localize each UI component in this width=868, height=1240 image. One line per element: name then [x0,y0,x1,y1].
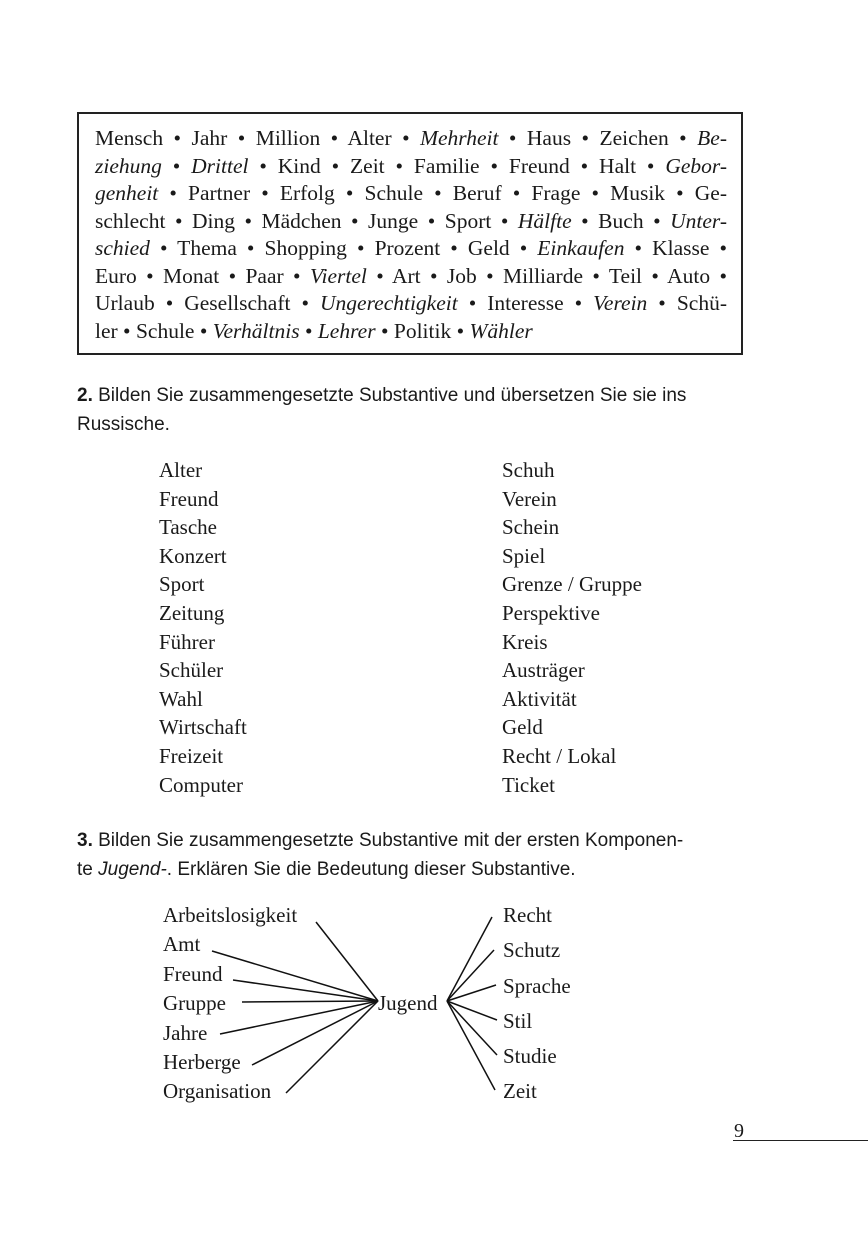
task-2-right-word: Austräger [502,658,585,683]
task-2-right-word: Ticket [502,772,555,797]
task-3-text-line2-italic: Jugend- [98,859,167,880]
page-number: 9 [734,1120,744,1142]
word-box-italic-word: Viertel [309,264,367,288]
word-box-text-run: Euro • Monat • Paar • [95,264,310,288]
task-2-left-word: Freund [159,486,219,511]
word-box-italic-word: schied [95,236,150,260]
word-box-text-run: Urlaub • Gesellschaft • [95,291,321,315]
task-3-right-word: Studie [503,1044,557,1068]
connector-line [233,980,378,1001]
word-box-text-run: ler • Schule • [95,319,213,343]
task-2-left-word: Zeitung [159,600,225,625]
task-2-right-word: Aktivität [502,686,577,711]
word-box-text-run: • Thema • Shopping • Prozent • Geld • [149,236,538,260]
word-box-text-run: • Politik • [375,319,470,343]
connector-line [447,1001,497,1020]
task-2-left-word: Alter [159,458,203,482]
task-3-left-word: Amt [163,932,201,956]
task-2-right-word: Perspektive [502,600,600,625]
word-box-text-run: • Interesse • [457,291,594,315]
task-3-right-word: Recht [503,903,552,927]
task-3-left-word: Herberge [163,1050,241,1074]
word-box-italic-word: Lehrer [317,319,376,343]
task-3-right-word: Stil [503,1009,533,1033]
word-box-text-run: • Klasse • [624,236,727,260]
task-2-right-word: Schein [502,515,560,540]
task-2-left-word: Sport [159,572,205,597]
word-box-italic-word: Hälfte [517,209,572,233]
task-2-right-word: Kreis [502,629,548,654]
task-2-left-word: Konzert [159,543,227,568]
task-2-right-word: Schuh [502,458,555,482]
word-box-italic-word: ziehung [95,154,162,178]
task-3-number: 3. [77,830,93,851]
task-2-right-word: Recht / Lokal [502,743,617,768]
task-2-right-word: Geld [502,715,543,740]
word-box-text-run: • Kind • Zeit • Familie • Freund • Halt • [248,154,666,178]
word-box-italic-word: Unter- [670,209,727,233]
task-2-left-word: Führer [159,629,215,654]
word-box-italic-word: Gebor- [665,154,727,178]
connector-line [252,1001,378,1065]
task-3-left-word: Arbeitslosigkeit [163,903,298,927]
task-3-text-line1: Bilden Sie zusammengesetzte Substantive mit der ersten Komponen- [92,830,684,851]
task-3-right-word: Schutz [503,938,561,962]
word-box-text-run: • Buch • [571,209,671,233]
task-2-left-word: Tasche [159,515,217,540]
task-3-left-word: Jahre [163,1021,208,1045]
task-2-left-word: Freizeit [159,743,224,768]
task-3-right-word: Zeit [503,1079,537,1103]
task-3-center-word: Jugend [378,991,438,1015]
word-box-italic-word: Ungerechtigkeit [320,291,458,315]
word-box-text-run: • [161,154,192,178]
page-number-rule [733,1140,868,1141]
connector-line [212,951,378,1001]
task-2-left-word: Schüler [159,658,224,683]
task-3-text-line2-pre: te [77,859,99,880]
word-box-italic-word: Wähler [469,319,533,343]
task-2-text-line1: Bilden Sie zusammengesetzte Substantive und übersetzen Sie sie ins [92,385,687,406]
task-2-left-word: Wirtschaft [159,715,247,740]
word-box-italic-word: Verhältnis [212,319,300,343]
word-box-text-run: schlecht • Ding • Mädchen • Junge • Sport • [95,209,518,233]
word-box-text-run: Mensch • Jahr • Million • Alter • [95,126,421,150]
task-2-left-word: Computer [159,772,243,797]
connector-line [286,1001,378,1093]
task-2-number: 2. [77,385,93,406]
task-2-right-word: Grenze / Gruppe [502,572,642,597]
task-2-right-word: Spiel [502,543,546,568]
task-2-left-word: Wahl [159,686,203,711]
task-3-left-word: Gruppe [163,991,226,1015]
task-2-text-line2: Russische. [77,414,170,435]
word-box-italic-word: genheit [95,181,159,205]
word-box-italic-word: Mehrheit [420,126,499,150]
connector-line [220,1001,378,1034]
word-box-text-run: • Haus • Zeichen • [498,126,698,150]
task-3-left-word: Freund [163,962,223,986]
connector-line [316,922,378,1001]
word-box-italic-word: Drittel [191,154,249,178]
word-box-text-run: • [299,319,318,343]
word-box-italic-word: Be- [697,126,727,150]
word-box-italic-word: Verein [593,291,648,315]
task-3-right-word: Sprache [503,974,571,998]
word-box-italic-word: Einkaufen [537,236,625,260]
connector-line [242,1001,378,1002]
task-3-text-line2-post: . Erklären Sie die Bedeutung dieser Substantive. [166,859,576,880]
word-box-text-run: • Schü- [647,291,727,315]
word-box-text-run: • Partner • Erfolg • Schule • Beruf • Frage • Musik • Ge- [158,181,727,205]
task-2-right-word: Verein [502,486,557,511]
task-3-left-word: Organisation [163,1079,272,1103]
word-box-text-run: • Art • Job • Milliarde • Teil • Auto • [366,264,727,288]
